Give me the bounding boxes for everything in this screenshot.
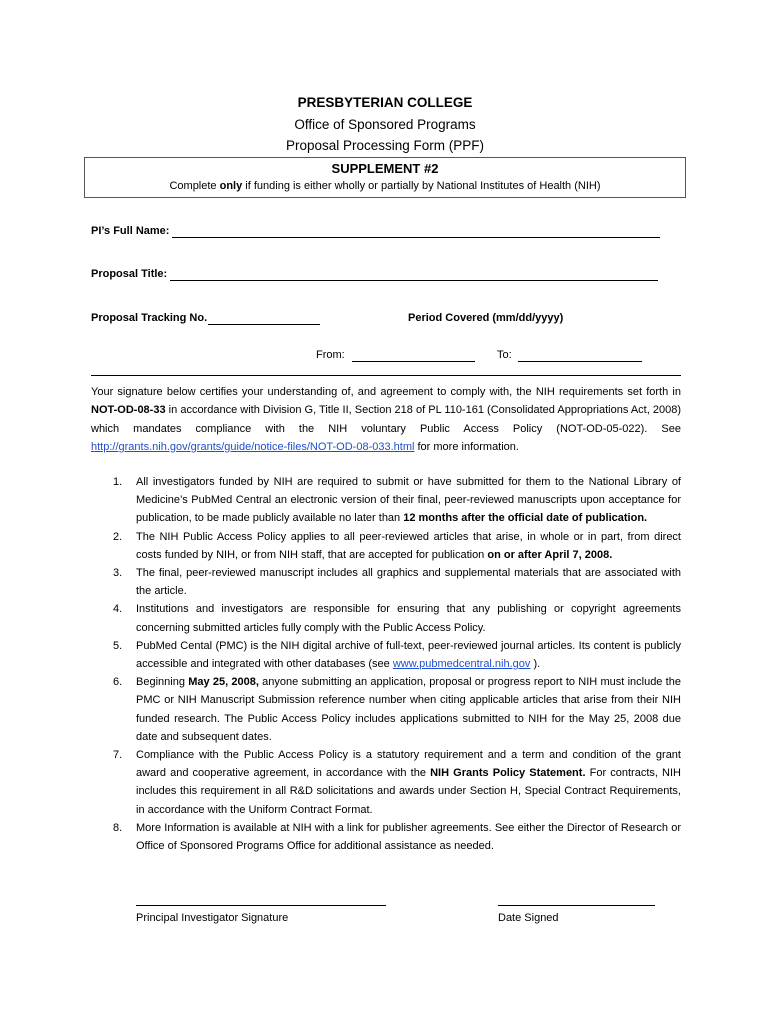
list-item [91, 746, 681, 819]
pubmed-central-link[interactable]: www.pubmedcentral.nih.gov [392, 658, 531, 671]
item-text-end: For contracts, NIH includes this requirement in all R&D solicitations and awards under Section H, Special Contract Requirements, in accordance with the Uniform Contract Format. [136, 767, 681, 816]
from-label: From: [316, 349, 345, 361]
nih-notice-link[interactable]: http://grants.nih.gov/grants/guide/notice-files/NOT-OD-08-033.html [91, 440, 415, 453]
item-bold: 12 months after the official date of publication. [403, 512, 648, 525]
supplement-note-bold: only [219, 180, 243, 192]
item-number: 8. [113, 821, 123, 834]
item-bold: May 25, 2008, [188, 676, 259, 689]
proposal-title-label: Proposal Title: [91, 268, 168, 280]
item-number: 5. [113, 639, 123, 652]
supplement-title: SUPPLEMENT #2 [331, 161, 439, 176]
from-date-field[interactable] [352, 361, 475, 362]
item-text-end: ). [530, 658, 541, 671]
item-number: 7. [113, 749, 123, 762]
list-item [91, 564, 681, 600]
item-number: 1. [113, 476, 123, 488]
pi-signature-label: Principal Investigator Signature [136, 912, 289, 924]
section-divider [91, 375, 681, 376]
pi-name-label: PI’s Full Name: [91, 225, 170, 237]
form-title: Proposal Processing Form (PPF) [285, 138, 485, 153]
supplement-note-pre: Complete [169, 180, 220, 192]
list-item [91, 673, 681, 746]
proposal-title-field[interactable] [170, 280, 658, 281]
date-signed-field[interactable] [498, 905, 655, 906]
pi-name-field[interactable] [172, 237, 660, 238]
intro-paragraph [91, 383, 681, 456]
list-item [91, 473, 681, 528]
item-text: The NIH Public Access Policy applies to all peer-reviewed articles that arise, in whole or in part, from direct costs funded by NIH, or from NIH staff, that are accepted for publication [136, 530, 681, 561]
supplement-box [84, 157, 686, 198]
college-name: PRESBYTERIAN COLLEGE [297, 95, 473, 110]
intro-notice-number: NOT-OD-08-33 [91, 404, 166, 417]
tracking-label: Proposal Tracking No. [91, 312, 208, 324]
pi-signature-field[interactable] [136, 905, 386, 906]
date-signed-label: Date Signed [498, 912, 559, 924]
item-number: 4. [113, 603, 123, 616]
item-text: Beginning [136, 676, 189, 689]
list-item [91, 819, 681, 855]
item-number: 2. [113, 530, 123, 543]
item-text: The final, peer-reviewed manuscript includes all graphics and supplemental materials that are associated with the article. [136, 567, 681, 598]
to-date-field[interactable] [518, 361, 642, 362]
item-text: Compliance with the Public Access Policy is a statutory requirement and a term and condition of the grant award and cooperative agreement, in accordance with the [136, 749, 681, 780]
period-label: Period Covered (mm/dd/yyyy) [408, 312, 564, 324]
intro-text-2: in accordance with Division G, Title II, Section 218 of PL 110-161 (Consolidated Appropriations Act, 2008) which mandates compliance with the NIH voluntary Public Access Policy (NOT-OD-05-022). See [91, 404, 681, 435]
supplement-note [85, 180, 685, 192]
supplement-note-post: if funding is either wholly or partially by National Institutes of Health (NIH) [242, 180, 601, 192]
intro-text-1: Your signature below certifies your understanding of, and agreement to comply with, the NIH requirements set forth in [91, 386, 681, 398]
item-bold: NIH Grants Policy Statement. [430, 767, 586, 780]
intro-text-3: for more information. [414, 440, 519, 453]
list-item [91, 600, 681, 636]
item-text: All investigators funded by NIH are required to submit or have submitted for them to the National Library of Medicine’s PubMed Central an electronic version of their final, peer-reviewed manuscripts upon acceptance for publication, to be made publicly available no later than [136, 476, 681, 525]
item-text: More Information is available at NIH with a link for publisher agreements. See either the Director of Research or Office of Sponsored Programs Office for additional assistance as needed. [136, 821, 681, 853]
list-item [91, 637, 681, 673]
item-text: Institutions and investigators are responsible for ensuring that any publishing or copyright agreements concerning submitted articles fully comply with the Public Access Policy. [136, 603, 681, 634]
item-number: 6. [113, 676, 123, 689]
item-bold: on or after April 7, 2008. [487, 548, 613, 561]
list-item [91, 528, 681, 564]
item-text-end: anyone submitting an application, proposal or progress report to NIH must include the PMC or NIH Manuscript Submission reference number when citing applicable articles that arise from their NIH funded research. The Public Access Policy includes applications submitted to NIH for the May 25, 2008 due date and subsequent dates. [136, 676, 681, 743]
item-number: 3. [113, 567, 123, 580]
item-text: PubMed Cental (PMC) is the NIH digital archive of full-text, peer-reviewed journal articles. Its content is publicly accessible and integrated with other databases (see [136, 639, 681, 671]
office-name: Office of Sponsored Programs [294, 117, 476, 132]
to-label: To: [497, 349, 512, 361]
tracking-field[interactable] [208, 324, 320, 325]
requirements-list [91, 473, 681, 855]
